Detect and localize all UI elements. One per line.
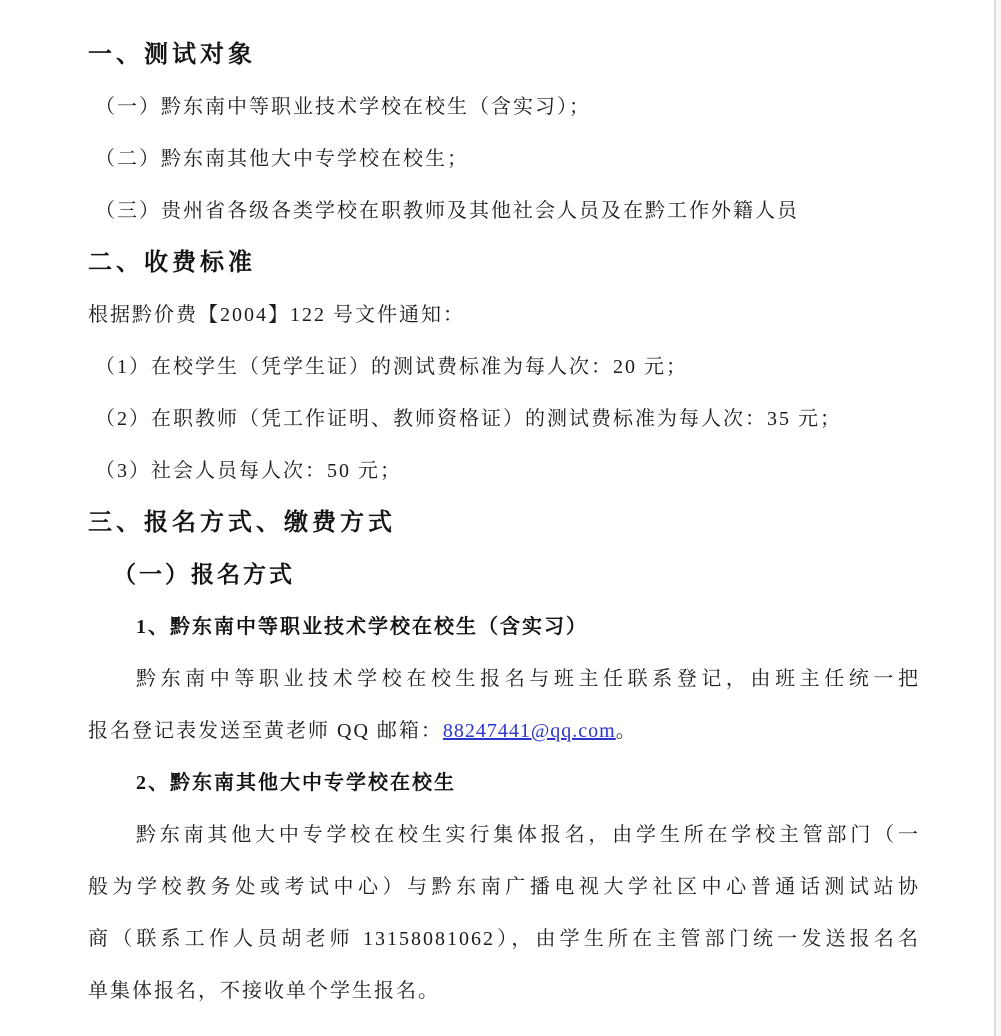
page-edge-strip <box>996 0 1001 1036</box>
numbered-heading-1: 1、黔东南中等职业技术学校在校生（含实习） <box>136 616 588 638</box>
numbered-heading-2: 2、黔东南其他大中专学校在校生 <box>136 772 456 794</box>
list-item: （1）在校学生（凭学生证）的测试费标准为每人次：20 元； <box>95 356 688 378</box>
paragraph-line: 黔东南中等职业技术学校在校生报名与班主任联系登记，由班主任统一把 <box>136 668 920 690</box>
paragraph-line: 般为学校教务处或考试中心）与黔东南广播电视大学社区中心普通话测试站协 <box>88 876 920 898</box>
paragraph-line: 单集体报名，不接收单个学生报名。 <box>88 980 440 1002</box>
paragraph-line: 商（联系工作人员胡老师 13158081062），由学生所在主管部门统一发送报名名 <box>88 928 920 950</box>
section-1-heading: 一、测试对象 <box>88 42 256 68</box>
paragraph-line: 黔东南其他大中专学校在校生实行集体报名，由学生所在学校主管部门（一 <box>136 824 920 846</box>
list-item: （二）黔东南其他大中专学校在校生； <box>95 148 469 170</box>
subsection-heading-registration: （一）报名方式 <box>113 562 295 587</box>
email-line-text: 报名登记表发送至黄老师 QQ 邮箱： <box>88 720 443 742</box>
document-page <box>88 29 920 1017</box>
list-item: （3）社会人员每人次：50 元； <box>95 460 402 482</box>
list-item: （一）黔东南中等职业技术学校在校生（含实习）； <box>95 96 591 118</box>
paragraph-line-with-email <box>88 705 920 757</box>
section-3-heading: 三、报名方式、缴费方式 <box>88 510 396 536</box>
section-2-heading: 二、收费标准 <box>88 250 256 276</box>
list-item: （三）贵州省各级各类学校在职教师及其他社会人员及在黔工作外籍人员 <box>95 200 799 222</box>
list-item: （2）在职教师（凭工作证明、教师资格证）的测试费标准为每人次：35 元； <box>95 408 842 430</box>
qq-email-link[interactable]: 88247441@qq.com <box>442 720 616 742</box>
fee-intro-paragraph: 根据黔价费【2004】122 号文件通知： <box>88 304 465 326</box>
page-edge-line <box>994 0 996 1036</box>
email-line-period: 。 <box>615 720 638 742</box>
